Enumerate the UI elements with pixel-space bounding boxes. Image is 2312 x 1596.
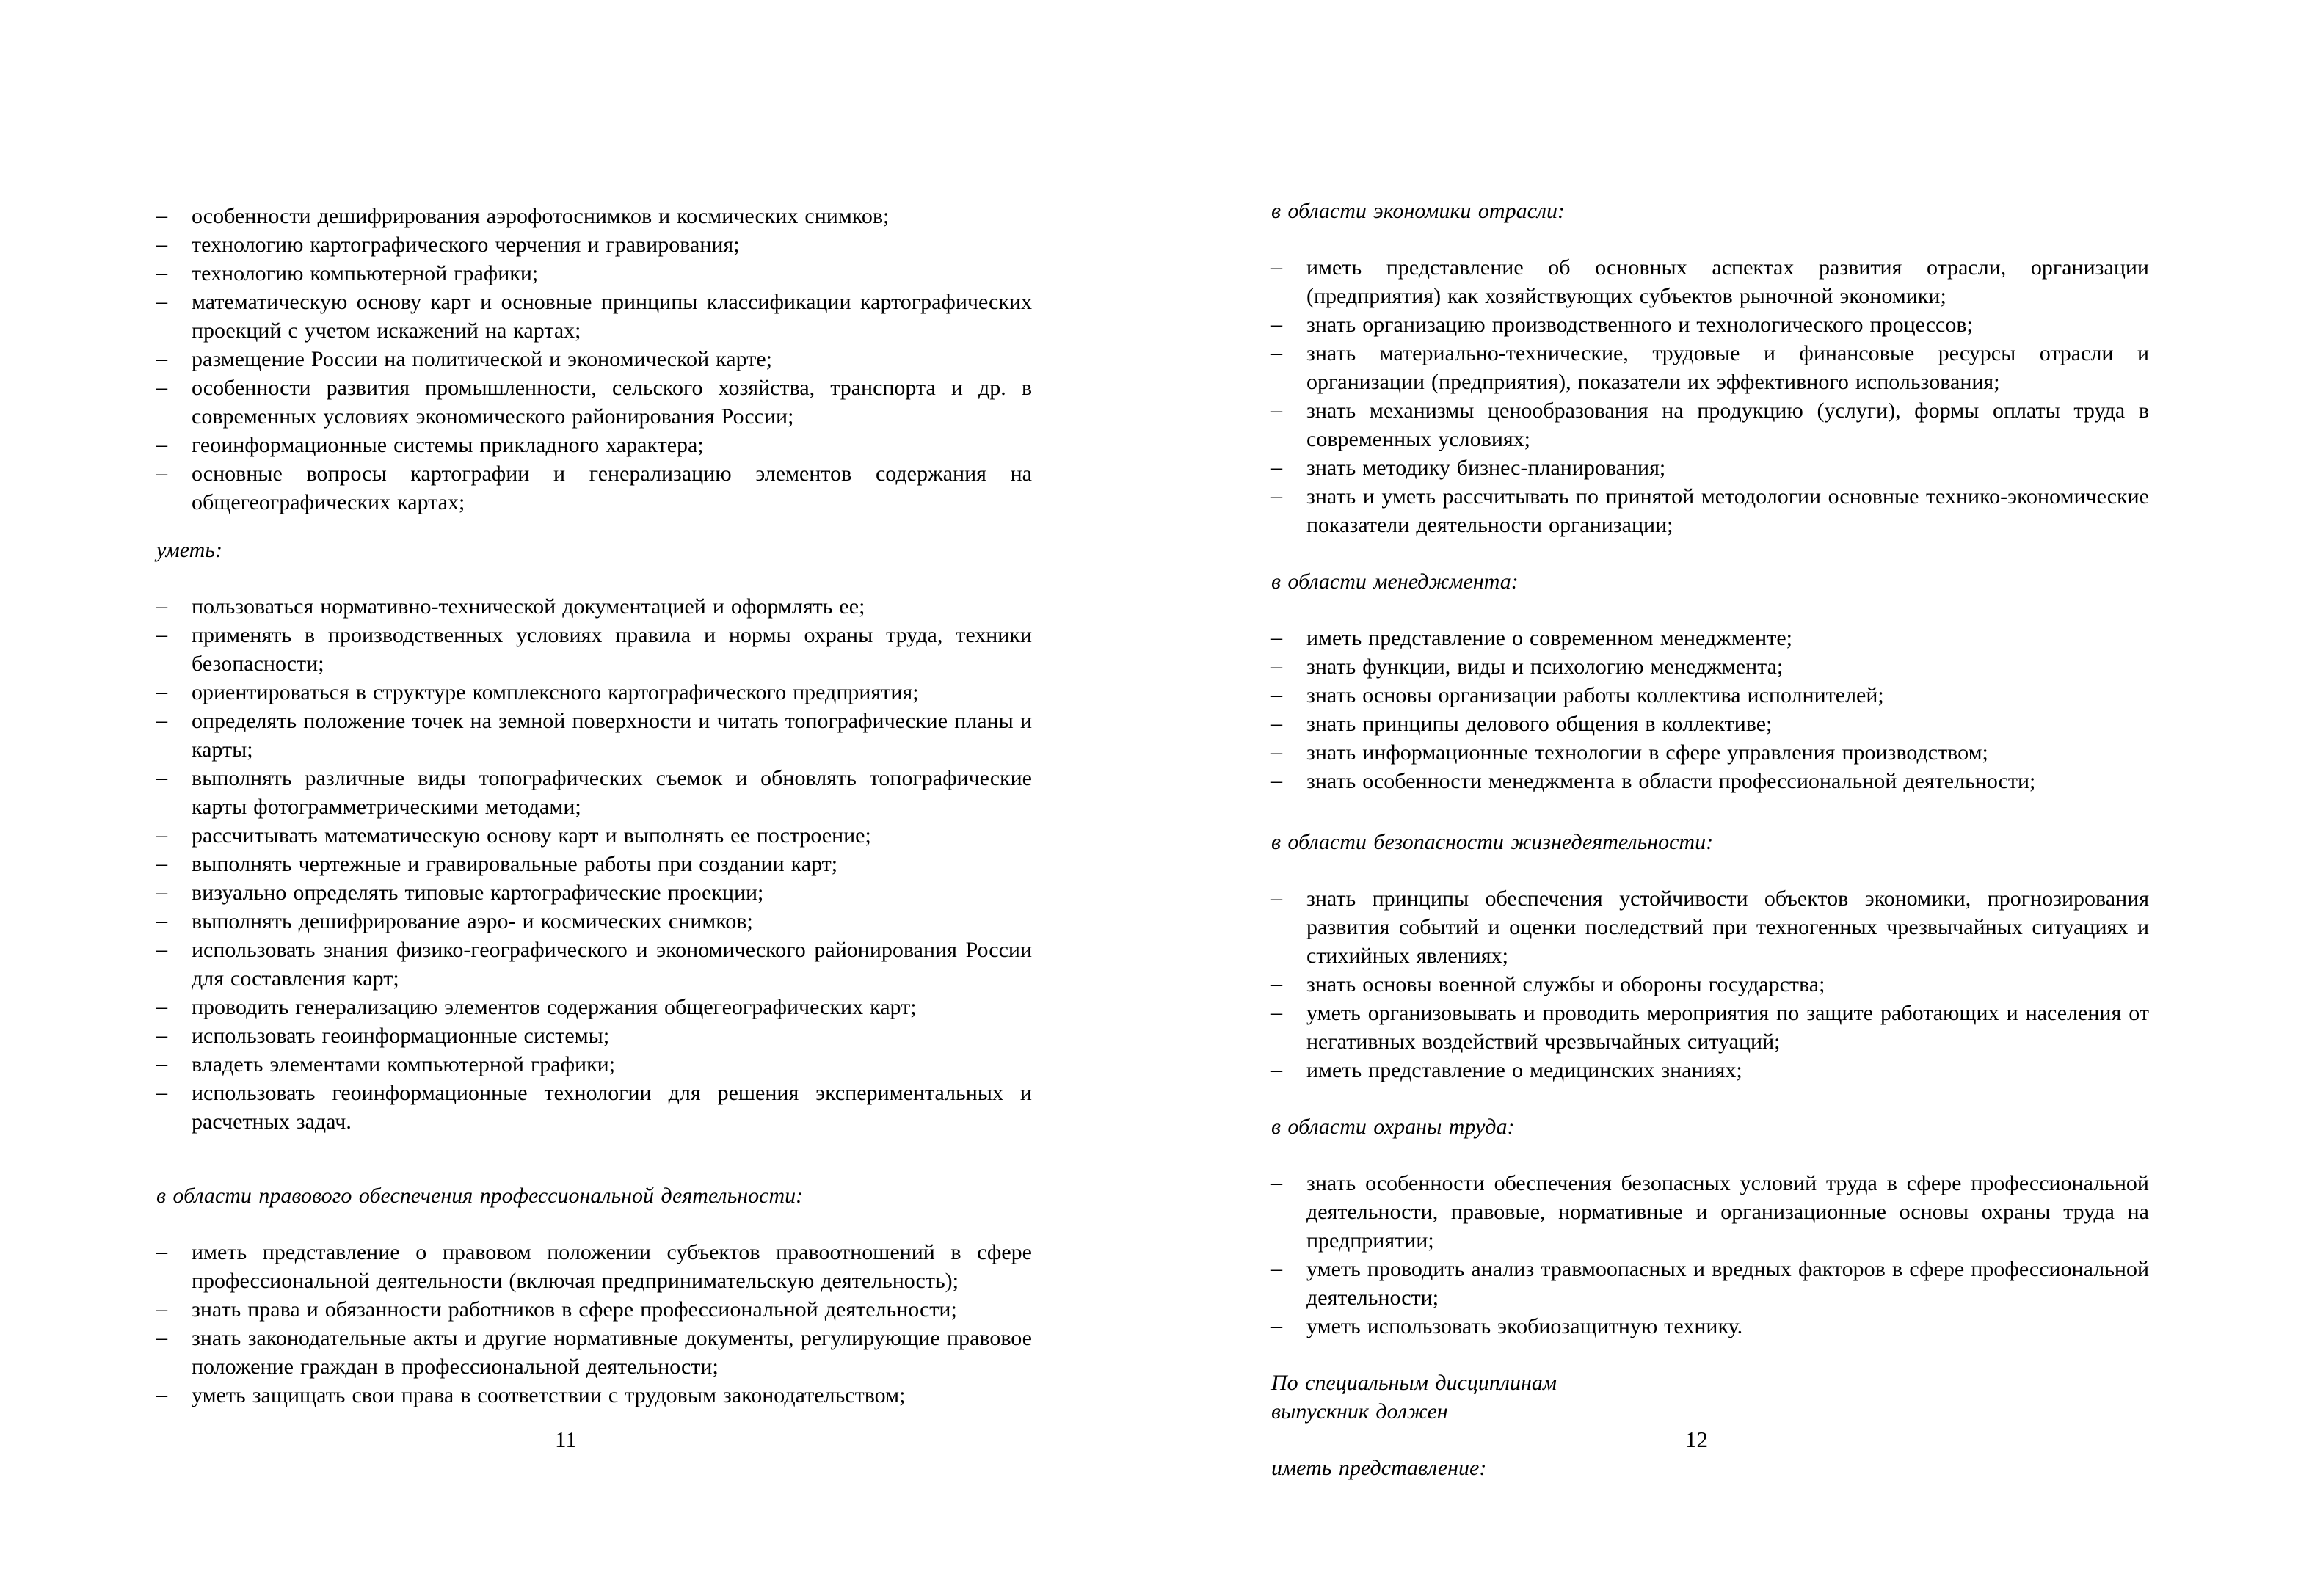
dash-marker: – — [156, 823, 167, 847]
dash-marker: – — [156, 375, 167, 399]
list-item-text: уметь использовать экобиозащитную технику. — [1306, 1314, 1743, 1338]
dash-marker: – — [1271, 972, 1282, 996]
dash-marker: – — [1271, 255, 1282, 279]
list-item — [156, 936, 1032, 993]
list-item — [1271, 970, 2149, 999]
list-item — [156, 592, 1032, 621]
dash-marker: – — [156, 289, 167, 313]
list-item — [156, 345, 1032, 374]
list-item-text: основные вопросы картографии и генерализацию элементов содержания на общегеографических картах; — [192, 462, 1032, 514]
list-item-text: знать информационные технологии в сфере управления производством; — [1306, 740, 1988, 765]
list-item-text: рассчитывать математическую основу карт и выполнять ее построение; — [192, 823, 871, 848]
list-item — [1271, 710, 2149, 738]
dash-marker: – — [156, 1297, 167, 1321]
heading-line: выпускник должен — [1271, 1399, 1448, 1424]
list-item-text: особенности развития промышленности, сельского хозяйства, транспорта и др. в современных условиях экономического районирования России; — [192, 376, 1032, 429]
dash-marker: – — [1271, 484, 1282, 508]
list-item-text: использовать геоинформационные технологии для решения экспериментальных и расчетных задач. — [192, 1081, 1032, 1134]
dash-marker: – — [1271, 1057, 1282, 1082]
heading-line: в области экономики отрасли: — [1271, 199, 1565, 223]
dash-marker: – — [1271, 1256, 1282, 1280]
list-item — [156, 431, 1032, 459]
section-heading — [1271, 1454, 2149, 1482]
section-heading — [1271, 567, 2149, 596]
bullet-list — [1271, 624, 2149, 795]
dash-marker: – — [1271, 886, 1282, 910]
list-item-text: знать механизмы ценообразования на продукцию (услуги), формы оплаты труда в современных условиях; — [1306, 398, 2149, 451]
list-item-text: знать законодательные акты и другие нормативные документы, регулирующие правовое положение граждан в профессиональной деятельности; — [192, 1326, 1032, 1379]
list-item — [1271, 681, 2149, 710]
page-left — [156, 202, 1032, 1410]
list-item-text: пользоваться нормативно-технической документацией и оформлять ее; — [192, 594, 865, 619]
page-right — [1271, 197, 2149, 1482]
heading-line: в области правового обеспечения профессиональной деятельности: — [156, 1184, 804, 1208]
dash-marker: – — [1271, 1000, 1282, 1024]
dash-marker: – — [156, 203, 167, 227]
list-item-text: знать и уметь рассчитывать по принятой методологии основные технико-экономические показатели деятельности организации; — [1306, 484, 2149, 537]
dash-marker: – — [156, 1052, 167, 1076]
section-heading — [156, 536, 1032, 564]
heading-line: По специальным дисциплинам — [1271, 1371, 1557, 1395]
list-item-text: иметь представление об основных аспектах развития отрасли, организации (предприятия) как хозяйствующих субъектов рыночной экономики; — [1306, 255, 2149, 308]
list-item — [156, 1324, 1032, 1381]
list-item-text: иметь представление о современном менеджменте; — [1306, 626, 1792, 650]
list-item — [1271, 767, 2149, 795]
page-number-left: 11 — [555, 1426, 577, 1452]
dash-marker: – — [1271, 398, 1282, 422]
list-item-text: ориентироваться в структуре комплексного картографического предприятия; — [192, 680, 919, 704]
list-item-text: знать принципы делового общения в коллективе; — [1306, 712, 1773, 736]
list-item-text: технологию компьютерной графики; — [192, 261, 539, 285]
list-item — [1271, 396, 2149, 453]
list-item — [156, 1050, 1032, 1079]
list-item-text: знать основы военной службы и обороны государства; — [1306, 972, 1825, 996]
dash-marker: – — [156, 679, 167, 704]
list-item-text: знать организацию производственного и технологического процессов; — [1306, 313, 1973, 337]
list-item-text: знать особенности менеджмента в области профессиональной деятельности; — [1306, 769, 2036, 793]
dash-marker: – — [156, 1023, 167, 1047]
page-number-right: 12 — [1685, 1426, 1708, 1452]
list-item — [1271, 624, 2149, 652]
bullet-list — [156, 1238, 1032, 1410]
dash-marker: – — [1271, 312, 1282, 336]
list-item-text: выполнять дешифрирование аэро- и космических снимков; — [192, 909, 753, 933]
list-item-text: визуально определять типовые картографические проекции; — [192, 881, 764, 905]
list-item — [1271, 738, 2149, 767]
list-item — [1271, 253, 2149, 310]
dash-marker: – — [1271, 455, 1282, 479]
dash-marker: – — [156, 908, 167, 933]
list-item — [156, 1295, 1032, 1324]
dash-marker: – — [1271, 654, 1282, 678]
list-item — [156, 678, 1032, 707]
list-item-text: уметь организовывать и проводить мероприятия по защите работающих и населения от негативных воздействий чрезвычайных ситуаций; — [1306, 1001, 2149, 1054]
dash-marker: – — [156, 1239, 167, 1264]
list-item — [156, 1021, 1032, 1050]
list-item — [1271, 652, 2149, 681]
list-item — [1271, 310, 2149, 339]
list-item-text: использовать знания физико-географического и экономического районирования России для составления карт; — [192, 938, 1032, 991]
section-heading — [156, 1181, 1032, 1210]
list-item — [156, 259, 1032, 288]
list-item — [156, 288, 1032, 345]
list-item — [156, 907, 1032, 936]
list-item-text: иметь представление о медицинских знаниях; — [1306, 1058, 1742, 1082]
list-item — [156, 1381, 1032, 1410]
list-item-text: выполнять различные виды топографических съемок и обновлять топографические карты фотограмметрическими методами; — [192, 766, 1032, 819]
list-item — [1271, 339, 2149, 396]
list-item-text: знать функции, виды и психологию менеджмента; — [1306, 655, 1784, 679]
dash-marker: – — [1271, 625, 1282, 649]
list-item — [1271, 453, 2149, 482]
list-item — [1271, 1255, 2149, 1312]
dash-marker: – — [156, 708, 167, 732]
list-item-text: знать принципы обеспечения устойчивости объектов экономики, прогнозирования развития событий и оценки последствий при техногенных чрезвычайных ситуациях и стихийных явлениях; — [1306, 886, 2149, 968]
list-item — [156, 707, 1032, 764]
list-item-text: использовать геоинформационные системы; — [192, 1024, 610, 1048]
heading-line: уметь: — [156, 538, 222, 562]
dash-marker: – — [156, 260, 167, 285]
list-item — [1271, 884, 2149, 970]
list-item-text: уметь защищать свои права в соответствии с трудовым законодательством; — [192, 1383, 906, 1407]
dash-marker: – — [156, 622, 167, 646]
list-item-text: определять положение точек на земной поверхности и читать топографические планы и карты; — [192, 709, 1032, 762]
list-item-text: выполнять чертежные и гравировальные работы при создании карт; — [192, 852, 838, 876]
dash-marker: – — [156, 1080, 167, 1104]
dash-marker: – — [156, 461, 167, 485]
list-item-text: уметь проводить анализ травмоопасных и вредных факторов в сфере профессиональной деятельности; — [1306, 1257, 2149, 1310]
list-item — [1271, 999, 2149, 1056]
list-item — [1271, 1169, 2149, 1255]
list-item-text: геоинформационные системы прикладного характера; — [192, 433, 704, 457]
dash-marker: – — [1271, 340, 1282, 365]
dash-marker: – — [156, 594, 167, 618]
list-item — [156, 230, 1032, 259]
list-item-text: особенности дешифрирования аэрофотоснимков и космических снимков; — [192, 204, 890, 228]
section-heading — [1271, 197, 2149, 225]
list-item-text: математическую основу карт и основные принципы классификации картографических проекций с учетом искажений на картах; — [192, 290, 1032, 343]
list-item — [156, 1079, 1032, 1136]
list-item — [156, 459, 1032, 517]
bullet-list — [156, 202, 1032, 517]
dash-marker: – — [156, 880, 167, 904]
list-item-text: знать материально-технические, трудовые и финансовые ресурсы отрасли и организации (предприятия), показатели их эффективного использования; — [1306, 341, 2149, 394]
section-heading — [1271, 1112, 2149, 1141]
list-item — [156, 821, 1032, 850]
section-heading — [1271, 1369, 2149, 1426]
heading-line: в области безопасности жизнедеятельности: — [1271, 830, 1714, 854]
dash-marker: – — [156, 851, 167, 875]
bullet-list — [156, 592, 1032, 1136]
dash-marker: – — [156, 346, 167, 371]
dash-marker: – — [1271, 1170, 1282, 1195]
heading-line: в области охраны труда: — [1271, 1115, 1515, 1139]
bullet-list — [1271, 1169, 2149, 1341]
heading-line: в области менеджмента: — [1271, 569, 1519, 594]
list-item — [156, 1238, 1032, 1295]
list-item — [1271, 482, 2149, 539]
list-item — [156, 993, 1032, 1021]
list-item-text: иметь представление о правовом положении субъектов правоотношений в сфере профессиональной деятельности (включая предпринимательскую деятельность); — [192, 1240, 1032, 1293]
list-item-text: размещение России на политической и экономической карте; — [192, 347, 772, 371]
list-item — [156, 374, 1032, 431]
list-item-text: владеть элементами компьютерной графики; — [192, 1052, 616, 1076]
dash-marker: – — [1271, 1313, 1282, 1338]
dash-marker: – — [156, 937, 167, 961]
section-heading — [1271, 828, 2149, 856]
list-item-text: знать методику бизнес-планирования; — [1306, 456, 1666, 480]
dash-marker: – — [1271, 768, 1282, 792]
dash-marker: – — [156, 432, 167, 456]
list-item-text: знать особенности обеспечения безопасных условий труда в сфере профессиональной деятельности, правовые, нормативные и организационные основы охраны труда на предприятии; — [1306, 1171, 2149, 1253]
list-item — [1271, 1312, 2149, 1341]
list-item — [156, 850, 1032, 878]
dash-marker: – — [156, 232, 167, 256]
list-item-text: проводить генерализацию элементов содержания общегеографических карт; — [192, 995, 917, 1019]
dash-marker: – — [156, 1325, 167, 1349]
bullet-list — [1271, 253, 2149, 539]
dash-marker: – — [156, 1382, 167, 1407]
list-item — [156, 764, 1032, 821]
list-item — [156, 202, 1032, 230]
dash-marker: – — [1271, 711, 1282, 735]
list-item-text: знать основы организации работы коллектива исполнителей; — [1306, 683, 1884, 707]
list-item-text: технологию картографического черчения и гравирования; — [192, 233, 740, 257]
heading-line: иметь представление: — [1271, 1456, 1487, 1480]
list-item — [1271, 1056, 2149, 1085]
list-item — [156, 621, 1032, 678]
dash-marker: – — [156, 994, 167, 1019]
bullet-list — [1271, 884, 2149, 1085]
dash-marker: – — [1271, 682, 1282, 707]
list-item — [156, 878, 1032, 907]
list-item-text: знать права и обязанности работников в сфере профессиональной деятельности; — [192, 1297, 957, 1322]
dash-marker: – — [156, 765, 167, 790]
list-item-text: применять в производственных условиях правила и нормы охраны труда, техники безопасности; — [192, 623, 1032, 676]
dash-marker: – — [1271, 740, 1282, 764]
